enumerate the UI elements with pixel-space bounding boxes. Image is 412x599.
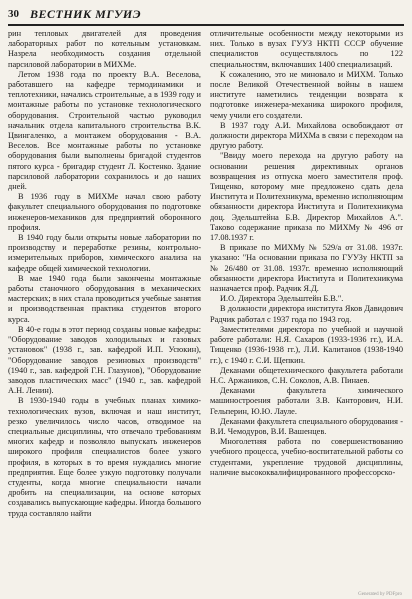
paragraph: Заместителями директора по учебной и научной работе работали: Н.Я. Сахаров (1933-1936 гг.), И.А. Тищенко (1936-1938 гг.), Л.И. Калитанов (1938-1940 гг.), с 1940 г. С.И. Щепкин. bbox=[210, 324, 403, 365]
paragraph: Деканами факультета специального оборудования - В.И. Чемодуров, В.И. Вашенцев. bbox=[210, 416, 403, 436]
paragraph: "Ввиду моего перехода на другую работу на основании решения директивных органов возвращения из отпуска моего заместителя проф. Тищенко, которому мне предложено сдать дела Института и Политехникума, временно исполняющим обязанности директора Института и Политехникума доц. Эдельштейна Б.В. Директор Михайлов А.". Таково содержание приказа по МИХМу № 496 от 17.08.1937 г. bbox=[210, 151, 403, 243]
right-column bbox=[210, 29, 403, 519]
paragraph: Деканами факультета химического машиностроения работали З.В. Канторович, Н.И. Гельперин, Ю.Ю. Лауле. bbox=[210, 386, 403, 416]
paragraph: И.О. Директора Эдельштейн Б.В.". bbox=[220, 294, 344, 304]
page-number: 30 bbox=[8, 8, 19, 20]
paragraph: Деканами общетехнического факультета работали Н.С. Аржаников, С.Н. Соколов, А.В. Пинаев. bbox=[210, 365, 403, 385]
paragraph: Летом 1938 года по проекту В.А. Веселова, работавшего на кафедре термодинамики и теплотехники, начались строительные, а в 1939 году и монтажные работы по установке технологического оборудования. Строительной частью руководил начальник отдела капитального строительства В.К. Цвингаленко, а монтажем оборудования - В.А. Веселов. Все монтажные работы по установке оборудования были выполнены бригадой студентов пятого курса - бригадир студент Л. Костенко. Здание парсиловой лаборатории сохранилось и до наших дней. bbox=[8, 69, 201, 192]
paragraph: В 1937 году А.И. Михайлова освобождают от должности директора МИХМа в связи с переходом на другую работу. bbox=[210, 120, 403, 151]
left-column bbox=[8, 29, 201, 519]
paragraph: В 1940 году были открыты новые лаборатории по производству и переработке резины, контрольно-измерительных приборов, химического анализа на кафедре общей химической технологии. bbox=[8, 233, 201, 273]
paragraph: В мае 1940 года были закончены монтажные работы станочного оборудования в механических мастерских; в них стала проводиться учебные занятия и производственная практика студентов второго курса. bbox=[8, 273, 201, 324]
paragraph: отличительные особенности между некоторыми из них. Только в вузах ГУУЗ НКТП СССР обучение специалистов осуществлялось по 122 специальностям, включавших 1400 специализаций. bbox=[210, 29, 403, 69]
paragraph: В должности директора института Яков Давидович Радчик работал с 1937 года по 1943 год. bbox=[210, 304, 403, 324]
page-header bbox=[8, 4, 404, 26]
paragraph: В 1936 году в МИХМе начал свою работу факультет специального оборудования по подготовке инженеров-механиков для предприятий оборонного профиля. bbox=[8, 192, 201, 232]
journal-title: ВЕСТНИК МГУИЭ bbox=[30, 6, 142, 21]
paragraph: В 1930-1940 годы в учебных планах химико-технологических вузов, включая и наш институт, резко увеличилось число часов, отводимое на специальные дисциплины, что отвечало требованиям многих кафедр и позволяло выпускать инженеров широкого профиля специалистов более узкого профиля, в которых в то время нуждались многие предприятия. Еще более узкую подготовку получали студенты, когда многие специальности начали дробить на специализации, на основе которых создавались выпускающие кафедры. Иногда большого труда составляло найти bbox=[8, 396, 201, 518]
footer-text: Generated by PDFpro bbox=[358, 592, 402, 597]
paragraph: В 40-е годы в этот период созданы новые кафедры: "Оборудование заводов холодильных и газовых установок" (1938 г., зав. кафедрой И.П. Усюкин), "Оборудование заводов резиновых производств" (1940 г., зав. кафедрой Г.Н. Глазунов), "Оборудование заводов пластических масс" (1940 г., зав. кафедрой А.Н. Ленин). bbox=[8, 324, 201, 396]
paragraph: рин тепловых двигателей для проведения лабораторных работ по котельным установкам. Назрела необходимость создания отдельной парсиловой лаборатории в МИХМе. bbox=[8, 29, 201, 69]
paragraph: К сожалению, это не миновало и МИХМ. Только после Великой Отечественной войны в нашем институте наметились тенденции возврата к подготовке инженера-механика широкого профиля, чему учили его создатели. bbox=[210, 69, 403, 120]
paragraph: В приказе по МИХМу № 529/а от 31.08. 1937г. указано: "На основании приказа по ГУУЗу НКТП за № 26/480 от 31.08. 1937г. временно исполняющий обязанности директора Института и Политехникума назначается проф. Радчик Я.Д. bbox=[210, 243, 403, 294]
paragraph: Многолетняя работа по совершенствованию учебного процесса, учебно-воспитательной работы со студентами, укрепление трудовой дисциплины, наличие высококвалифицированного профессорско- bbox=[210, 437, 403, 477]
text-columns bbox=[8, 29, 404, 519]
